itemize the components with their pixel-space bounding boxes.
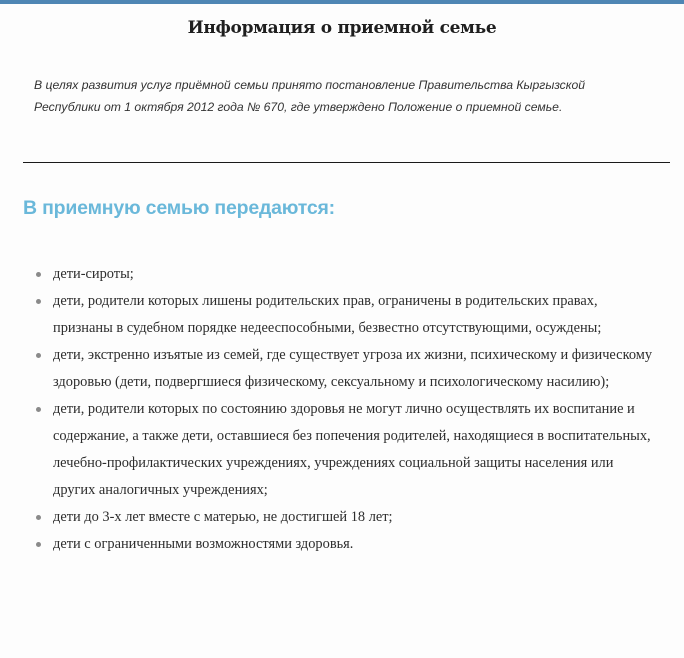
list-item-text: дети, родители которых лишены родительских прав, ограничены в родительских правах, признаны в судебном порядке недееспособными, безвестно отсутствующими, осуждены;: [53, 293, 602, 336]
list-item-text: дети до 3-х лет вместе с матерью, не достигшей 18 лет;: [53, 509, 393, 525]
intro-paragraph: В целях развития услуг приёмной семьи принято постановление Правительства Кыргызской Республики от 1 октября 2012 года № 670, где утверждено Положение о приемной семье.: [34, 78, 586, 114]
list-item: [36, 396, 656, 504]
list-item: [36, 342, 656, 396]
bullet-icon: [36, 299, 41, 304]
list-item-text: дети, экстренно изъятые из семей, где существует угроза их жизни, психическому и физическому здоровью (дети, подвергшиеся физическому, сексуальному и психологическому насилию);: [53, 347, 653, 390]
list-item: [36, 288, 656, 342]
bullet-icon: [36, 353, 41, 358]
bullet-icon: [36, 542, 41, 547]
criteria-list: [36, 261, 656, 558]
bullet-icon: [36, 407, 41, 412]
bullet-icon: [36, 515, 41, 520]
list-item-text: дети с ограниченными возможностями здоровья.: [53, 536, 354, 552]
list-item: [36, 504, 656, 531]
divider: [23, 162, 670, 163]
section-heading: В приемную семью передаются:: [23, 197, 335, 219]
list-item-text: дети, родители которых по состоянию здоровья не могут лично осуществлять их воспитание и содержание, а также дети, оставшиеся без попечения родителей, находящиеся в воспитательных, лечебно-профилактических учреждениях, учреждениях социальной защиты населения или других аналогичных учреждениях;: [53, 401, 651, 498]
list-item: [36, 261, 656, 288]
list-item-text: дети-сироты;: [53, 266, 134, 282]
list-item: [36, 531, 656, 558]
page-title: Информация о приемной семье: [187, 18, 497, 38]
bullet-icon: [36, 272, 41, 277]
